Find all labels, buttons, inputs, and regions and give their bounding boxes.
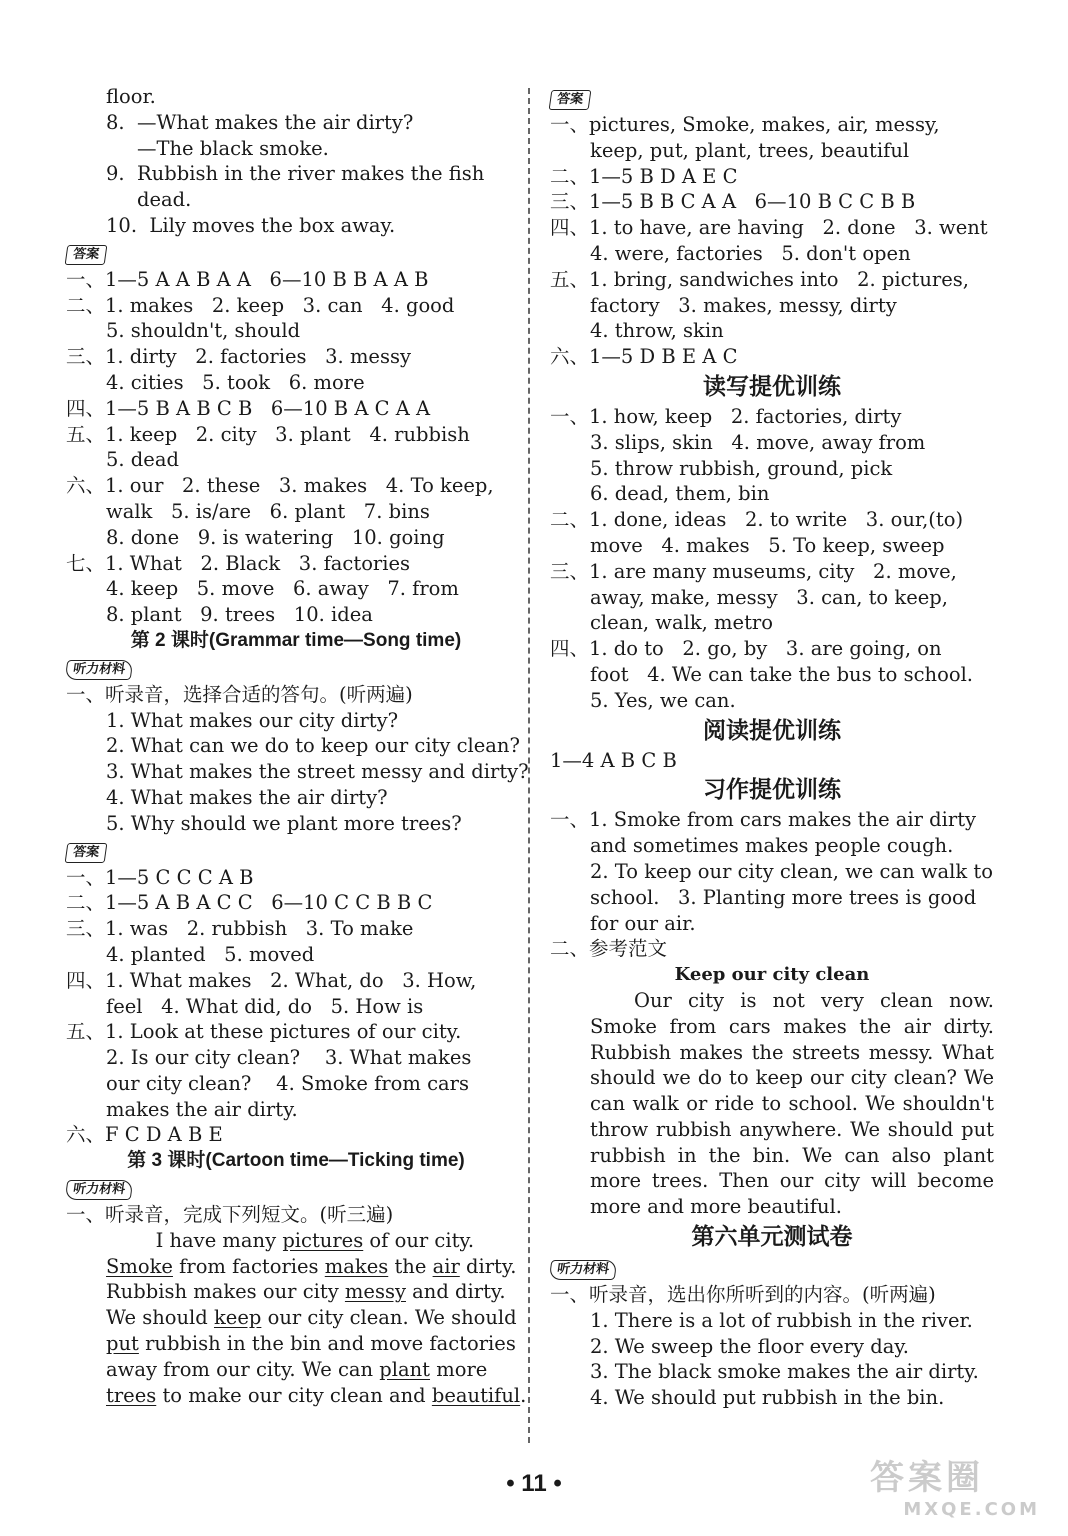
text-line: school. 3. Planting more trees is good	[590, 885, 977, 909]
right-column	[550, 84, 994, 1411]
lines-top	[66, 84, 526, 239]
answer-badge: 答案	[65, 843, 108, 863]
lesson-3-heading: 第 3 课时(Cartoon time—Ticking time)	[127, 1150, 465, 1172]
text-line: 4. throw, skin	[590, 319, 724, 343]
filled-blank: keep	[213, 1306, 262, 1330]
text-line: 三、1. was 2. rubbish 3. To make	[66, 917, 414, 941]
unit-listening-block	[550, 1282, 994, 1411]
answers-block-2	[66, 865, 526, 1149]
text-line: 一、1. Smoke from cars makes the air dirty	[550, 808, 977, 832]
reading-heading: 阅读提优训练	[703, 717, 841, 744]
text-line: 4. What makes the air dirty?	[106, 785, 388, 809]
text-line: 四、1. to have, are having 2. done 3. went	[550, 216, 988, 240]
filled-blank: makes	[324, 1254, 389, 1278]
text-line: 二、1. makes 2. keep 3. can 4. good	[66, 293, 455, 317]
cloze-passage	[66, 1228, 526, 1409]
answer-badge: 答案	[65, 245, 108, 265]
text-line: 5. Why should we plant more trees?	[106, 811, 462, 835]
text-line: 4. cities 5. took 6. more	[106, 370, 365, 394]
page-number: • 11 •	[506, 1470, 562, 1497]
filled-blank: Smoke	[106, 1254, 173, 1278]
text-line: 一、听录音，选出你所听到的内容。(听两遍)	[550, 1283, 936, 1307]
text-line: 5. dead	[106, 448, 179, 472]
text-line: 三、1. are many museums, city 2. move,	[550, 559, 957, 583]
text-line: clean, walk, metro	[590, 611, 773, 635]
passage-line: Smoke from factories makes the air dirty.	[106, 1254, 517, 1278]
text-line: keep, put, plant, trees, beautiful	[590, 138, 910, 162]
text-line: floor.	[106, 85, 156, 108]
text-line: 4. keep 5. move 6. away 7. from	[106, 577, 459, 601]
listening-title: 一、听录音，完成下列短文。(听三遍)	[66, 1203, 394, 1227]
filled-blank: beautiful	[431, 1383, 521, 1407]
text-line: 一、听录音，选择合适的答句。(听两遍)	[66, 682, 413, 706]
listening-block-1	[66, 682, 529, 837]
text-line: 9. Rubbish in the river makes the fish	[106, 162, 485, 186]
text-line: makes the air dirty.	[106, 1097, 298, 1121]
text-line: 2. We sweep the floor every day.	[590, 1334, 909, 1358]
text-line: dead.	[106, 188, 192, 212]
text-line: 一、1. how, keep 2. factories, dirty	[550, 404, 902, 428]
text-line: foot 4. We can take the bus to school.	[590, 662, 974, 686]
text-line: 5. throw rubbish, ground, pick	[590, 456, 893, 480]
text-line: 二、1—5 A B A C C 6—10 C C B B C	[66, 891, 433, 915]
text-line: 一、1—5 C C C A B	[66, 865, 254, 889]
watermark-bottom: MXQE.COM	[903, 1499, 1040, 1520]
text-line: 五、1. Look at these pictures of our city.	[66, 1020, 462, 1044]
text-line: 六、1—5 D B E A C	[550, 345, 738, 369]
text-line: 五、1. bring, sandwiches into 2. pictures,	[550, 267, 969, 291]
text-line: 10. Lily moves the box away.	[106, 213, 396, 237]
text-line: feel 4. What did, do 5. How is	[106, 994, 424, 1018]
listening-badge: 听力材料	[549, 1260, 618, 1280]
passage-line: put rubbish in the bin and move factories	[106, 1332, 516, 1356]
writing-heading: 习作提优训练	[703, 777, 841, 804]
passage-line: trees to make our city clean and beautiful.	[106, 1383, 527, 1407]
text-line: 七、1. What 2. Black 3. factories	[66, 551, 411, 575]
text-line: 四、1. What makes 2. What, do 3. How,	[66, 968, 477, 992]
unit-test-heading: 第六单元测试卷	[691, 1224, 853, 1251]
watermark-logo	[870, 1450, 1040, 1520]
model-essay	[550, 962, 994, 1220]
left-column	[66, 84, 529, 1408]
passage-line: I have many pictures of our city.	[106, 1228, 475, 1252]
text-line: 4. planted 5. moved	[106, 942, 315, 966]
text-line: 六、1. our 2. these 3. makes 4. To keep,	[66, 474, 494, 498]
watermark-top: 答案圈	[870, 1458, 984, 1498]
text-line: 二、1. done, ideas 2. to write 3. our,(to)	[550, 508, 964, 532]
text-line: and sometimes makes people cough.	[590, 834, 954, 858]
answers-block-3	[550, 112, 994, 370]
text-line: for our air.	[590, 911, 696, 935]
text-line: 3. The black smoke makes the air dirty.	[590, 1360, 979, 1384]
listening-badge: 听力材料	[65, 660, 134, 680]
text-line: 四、1—5 B A B C B 6—10 B A C A A	[66, 396, 431, 420]
text-line: 1. There is a lot of rubbish in the river.	[590, 1308, 973, 1332]
text-line: 四、1. do to 2. go, by 3. are going, on	[550, 637, 942, 661]
filled-blank: pictures	[282, 1228, 364, 1252]
text-line: 4. We should put rubbish in the bin.	[590, 1386, 945, 1410]
text-line: 3. What makes the street messy and dirty?	[106, 760, 529, 784]
reading-writing-block	[550, 404, 994, 714]
text-line: 5. Yes, we can.	[590, 688, 736, 712]
filled-blank: messy	[344, 1280, 406, 1304]
text-line: 六、F C D A B E	[66, 1123, 223, 1147]
answer-badge: 答案	[549, 90, 592, 110]
text-line: 二、1—5 B D A E C	[550, 164, 738, 188]
text-line: 五、1. keep 2. city 3. plant 4. rubbish	[66, 422, 470, 446]
text-line: 三、1—5 B B C A A 6—10 B C C B B	[550, 190, 916, 214]
listening-badge: 听力材料	[65, 1180, 134, 1200]
text-line: 二、参考范文	[550, 937, 668, 961]
passage-line: We should keep our city clean. We should	[106, 1306, 517, 1330]
reading-answers: 1—4 A B C B	[550, 748, 677, 772]
text-line: move 4. makes 5. To keep, sweep	[590, 533, 945, 557]
text-line: 8. done 9. is watering 10. going	[106, 525, 445, 549]
text-line: 一、pictures, Smoke, makes, air, messy,	[550, 113, 940, 136]
text-line: 8. plant 9. trees 10. idea	[106, 603, 373, 627]
text-line: 5. shouldn't, should	[106, 319, 301, 343]
essay-body: Our city is not very clean now. Smoke from cars makes the air dirty. Rubbish makes the streets messy. What should we do to keep our city clean? We can walk or ride to school. We shouldn't throw rubbish anywhere. We should put rubbish in the bin. We can also plant more trees. Then our city will become more and more beautiful.	[590, 988, 994, 1219]
text-line: our city clean? 4. Smoke from cars	[106, 1071, 469, 1095]
passage-line: away from our city. We can plant more	[106, 1357, 488, 1381]
filled-blank: trees	[106, 1383, 157, 1407]
answers-block-1	[66, 267, 526, 628]
text-line: 一、1—5 A A B A A 6—10 B B A A B	[66, 267, 429, 291]
filled-blank: air	[432, 1254, 460, 1278]
text-line: away, make, messy 3. can, to keep,	[590, 585, 948, 609]
text-line: 1. What makes our city dirty?	[106, 708, 399, 732]
text-line: 8. —What makes the air dirty?	[106, 110, 414, 134]
text-line: 三、1. dirty 2. factories 3. messy	[66, 345, 412, 369]
text-line: 6. dead, them, bin	[590, 482, 770, 506]
reading-writing-heading: 读写提优训练	[703, 373, 841, 400]
filled-blank: plant	[379, 1357, 431, 1381]
passage-line: Rubbish makes our city messy and dirty.	[106, 1280, 506, 1304]
text-line: 2. To keep our city clean, we can walk to	[590, 859, 993, 883]
lesson-2-heading: 第 2 课时(Grammar time—Song time)	[130, 629, 462, 651]
text-line: —The black smoke.	[106, 136, 329, 160]
text-line: factory 3. makes, messy, dirty	[590, 293, 897, 317]
text-line: walk 5. is/are 6. plant 7. bins	[106, 499, 430, 523]
filled-blank: put	[106, 1332, 139, 1356]
essay-title: Keep our city clean	[674, 964, 870, 986]
text-line: 4. were, factories 5. don't open	[590, 241, 911, 265]
text-line: 2. Is our city clean? 3. What makes	[106, 1046, 472, 1070]
text-line: 3. slips, skin 4. move, away from	[590, 430, 926, 454]
writing-block	[550, 807, 994, 962]
text-line: 2. What can we do to keep our city clean?	[106, 734, 520, 758]
